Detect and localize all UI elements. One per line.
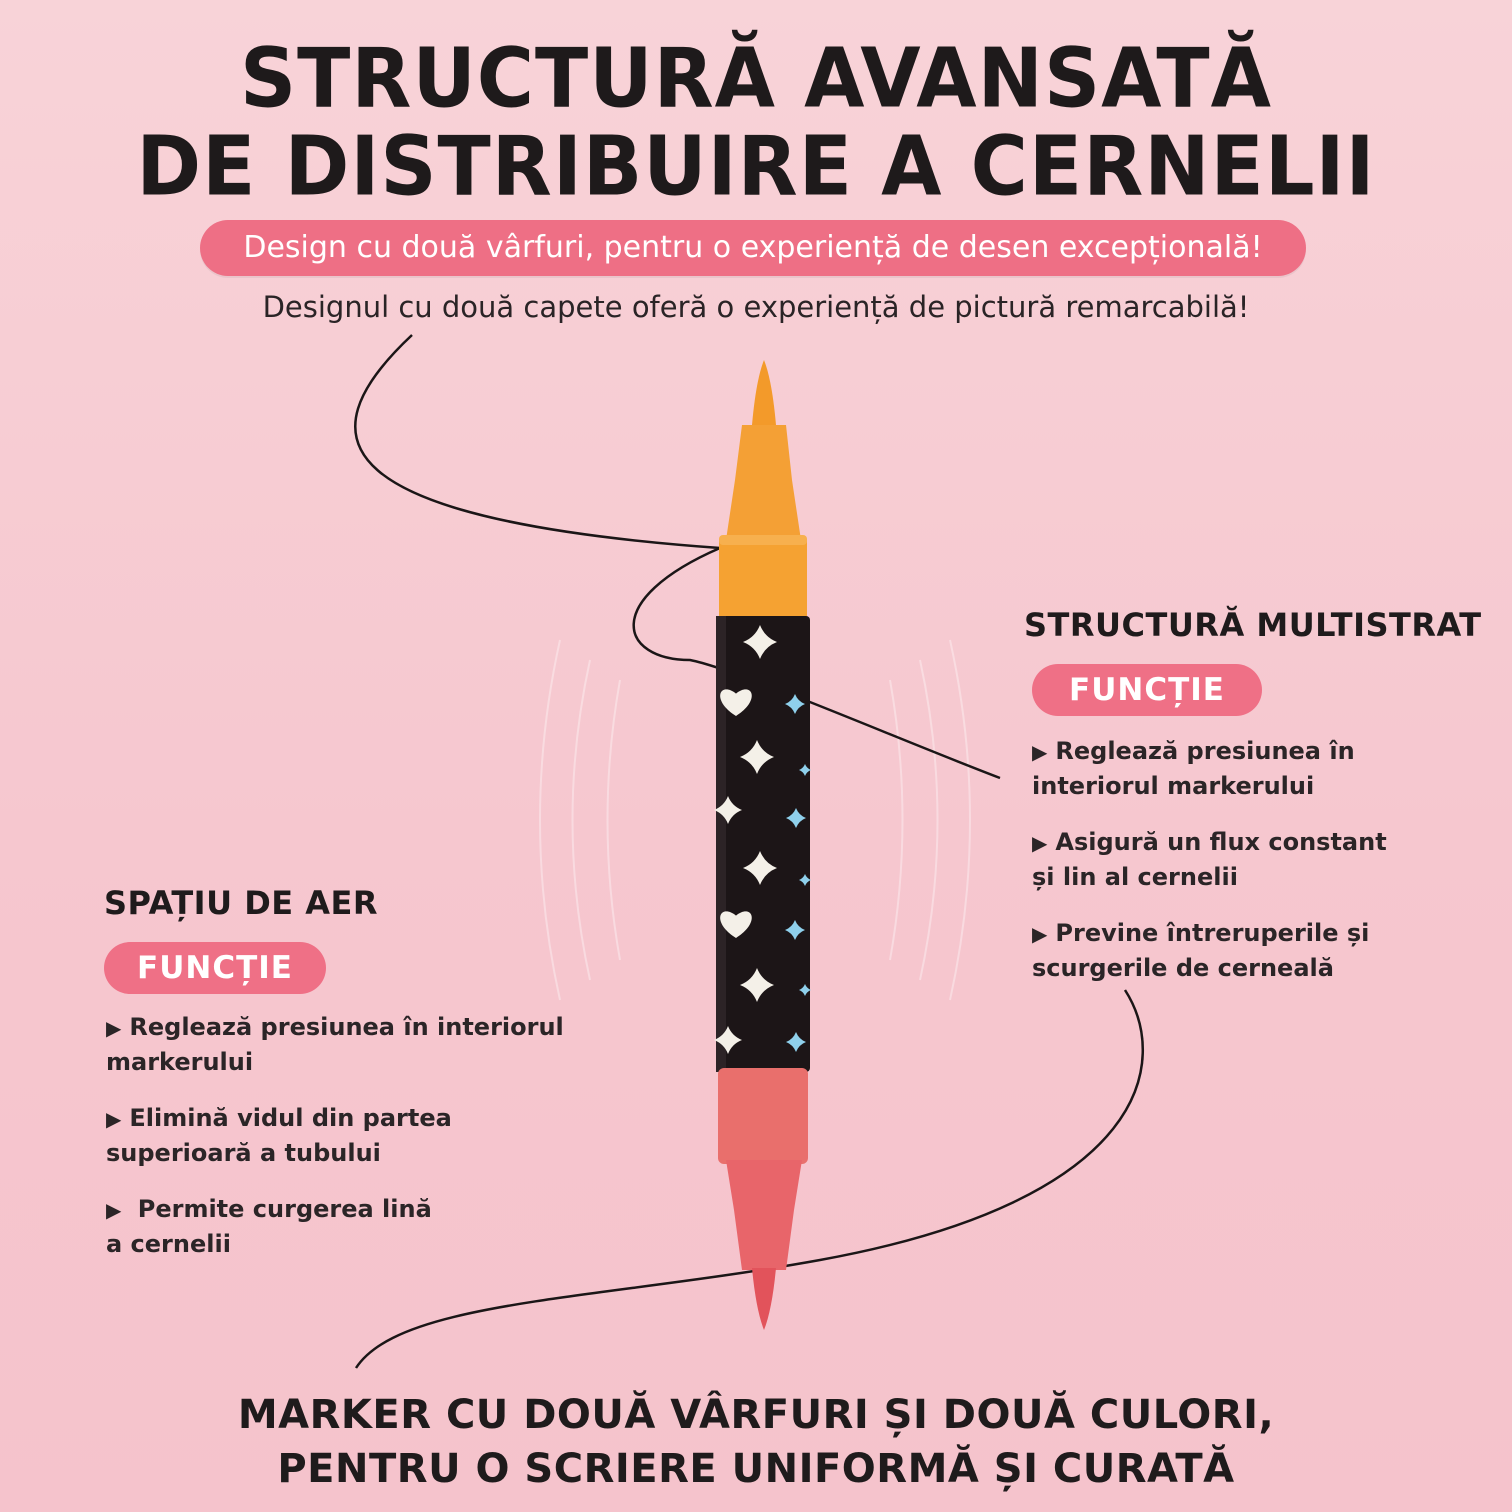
- title-line-2: DE DISTRIBUIRE A CERNELII: [136, 119, 1376, 215]
- bullet-item: [1032, 734, 1452, 803]
- orange-brush-tip: [752, 360, 776, 425]
- bullet-item: [1032, 825, 1452, 894]
- bullet-item: [106, 1101, 576, 1170]
- bottom-line-1: MARKER CU DOUĂ VÂRFURI ȘI DOUĂ CULORI,: [237, 1392, 1275, 1438]
- marker-barrel: [716, 616, 810, 1072]
- bullet-text: Elimină vidul din partea superioară a tubului: [106, 1104, 452, 1167]
- bullet-text: Previne întreruperile și scurgerile de cerneală: [1032, 919, 1370, 982]
- bullet-text: Permite curgerea lină a cernelii: [106, 1195, 432, 1258]
- triangle-bullet-icon: ▶: [106, 1107, 122, 1131]
- red-cap: [718, 1068, 808, 1164]
- orange-cap: [719, 535, 807, 621]
- right-section-heading: STRUCTURĂ MULTISTRAT: [1024, 606, 1482, 644]
- triangle-bullet-icon: ▶: [1032, 922, 1048, 946]
- left-bullet-list: [106, 1010, 576, 1283]
- right-function-pill: FUNCȚIE: [1032, 664, 1262, 716]
- bullet-item: [106, 1192, 576, 1261]
- subtitle-text: Designul cu două capete oferă o experiență de pictură remarcabilă!: [262, 290, 1250, 324]
- left-section-heading: SPAȚIU DE AER: [104, 884, 379, 922]
- right-bullet-list: [1032, 734, 1452, 1007]
- title-line-1: STRUCTURĂ AVANSATĂ: [240, 31, 1272, 127]
- triangle-bullet-icon: ▶: [106, 1198, 122, 1222]
- bullet-text: Reglează presiunea în interiorul markerului: [1032, 737, 1355, 800]
- triangle-bullet-icon: ▶: [106, 1016, 122, 1040]
- bullet-item: [1032, 916, 1452, 985]
- bottom-line-2: PENTRU O SCRIERE UNIFORMĂ ȘI CURATĂ: [277, 1446, 1235, 1492]
- bullet-item: [106, 1010, 576, 1079]
- red-brush-tip: [752, 1268, 776, 1330]
- tagline-banner: Design cu două vârfuri, pentru o experiență de desen excepțională!: [200, 220, 1306, 276]
- bullet-text: Reglează presiunea în interiorul markerului: [106, 1013, 564, 1076]
- orange-nib-holder: [726, 425, 801, 540]
- bullet-text: Asigură un flux constant și lin al cernelii: [1032, 828, 1387, 891]
- triangle-bullet-icon: ▶: [1032, 740, 1048, 764]
- dual-tip-marker: [716, 360, 810, 1330]
- left-function-pill: FUNCȚIE: [104, 942, 326, 994]
- triangle-bullet-icon: ▶: [1032, 831, 1048, 855]
- red-nib-holder: [726, 1160, 802, 1270]
